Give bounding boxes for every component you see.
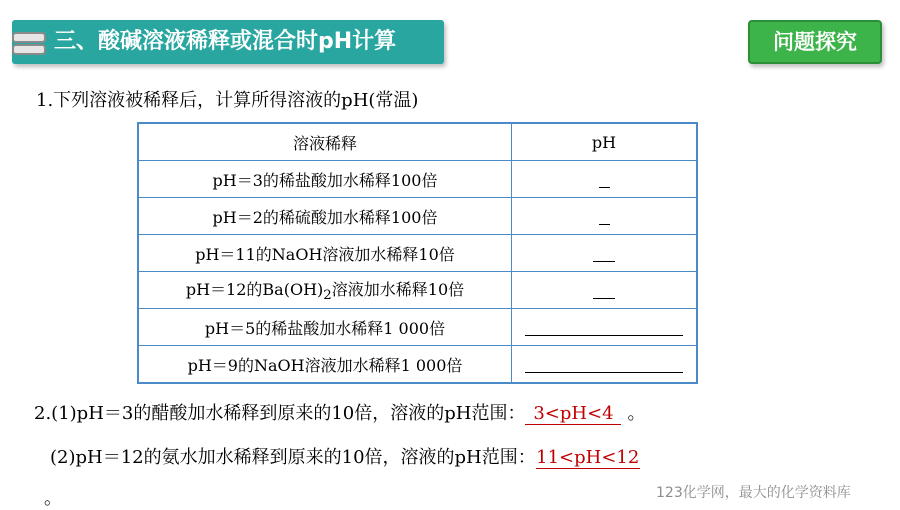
- sentence-end: 。: [627, 403, 646, 424]
- sentence-end: 。: [44, 488, 62, 509]
- row-label: pH＝5的稀盐酸加水稀释1 000倍: [138, 309, 512, 346]
- table-row: [138, 272, 697, 309]
- binder-ring-icon: [12, 32, 46, 43]
- question-2-part-1: [34, 399, 645, 425]
- dilution-table: [137, 122, 698, 384]
- table-header-row: [138, 123, 697, 161]
- table-row: [138, 198, 697, 235]
- footer-watermark: 123化学网，最大的化学资料库: [656, 485, 851, 501]
- question-2-part-2: [50, 443, 640, 469]
- row-label: pH＝12的$Ba(OH)_2$溶液加水稀释10倍: [138, 272, 512, 309]
- answer-blank: [512, 235, 698, 272]
- answer-blank: [512, 309, 698, 346]
- question-2-part-2-text: (2)pH＝12的氨水加水稀释到原来的10倍，溶液的pH范围：: [50, 447, 536, 468]
- table-row: [138, 309, 697, 346]
- topic-badge: 问题探究: [748, 20, 882, 64]
- row-label: pH＝9的NaOH溶液加水稀释1 000倍: [138, 346, 512, 384]
- table-row: [138, 346, 697, 384]
- table-row: [138, 161, 697, 198]
- header-cell-ph: pH: [512, 123, 698, 161]
- table-row: [138, 235, 697, 272]
- answer-text: 11<pH<12: [536, 447, 640, 468]
- row-label: pH＝2的稀硫酸加水稀释100倍: [138, 198, 512, 235]
- answer-blank: [512, 161, 698, 198]
- question-1-text: 1.下列溶液被稀释后，计算所得溶液的pH(常温): [36, 90, 419, 111]
- section-title: 三、酸碱溶液稀释或混合时pH计算: [54, 29, 397, 54]
- row-label: pH＝11的NaOH溶液加水稀释10倍: [138, 235, 512, 272]
- answer-blank: [512, 346, 698, 384]
- answer-blank: [512, 272, 698, 309]
- header-cell-dilution: 溶液稀释: [138, 123, 512, 161]
- row-label: pH＝3的稀盐酸加水稀释100倍: [138, 161, 512, 198]
- binder-ring-icon: [12, 44, 46, 55]
- answer-blank: [512, 198, 698, 235]
- section-header: [12, 20, 444, 64]
- question-2-part-1-text: 2.(1)pH＝3的醋酸加水稀释到原来的10倍，溶液的pH范围：: [34, 403, 526, 424]
- answer-text: 3<pH<4: [525, 403, 621, 425]
